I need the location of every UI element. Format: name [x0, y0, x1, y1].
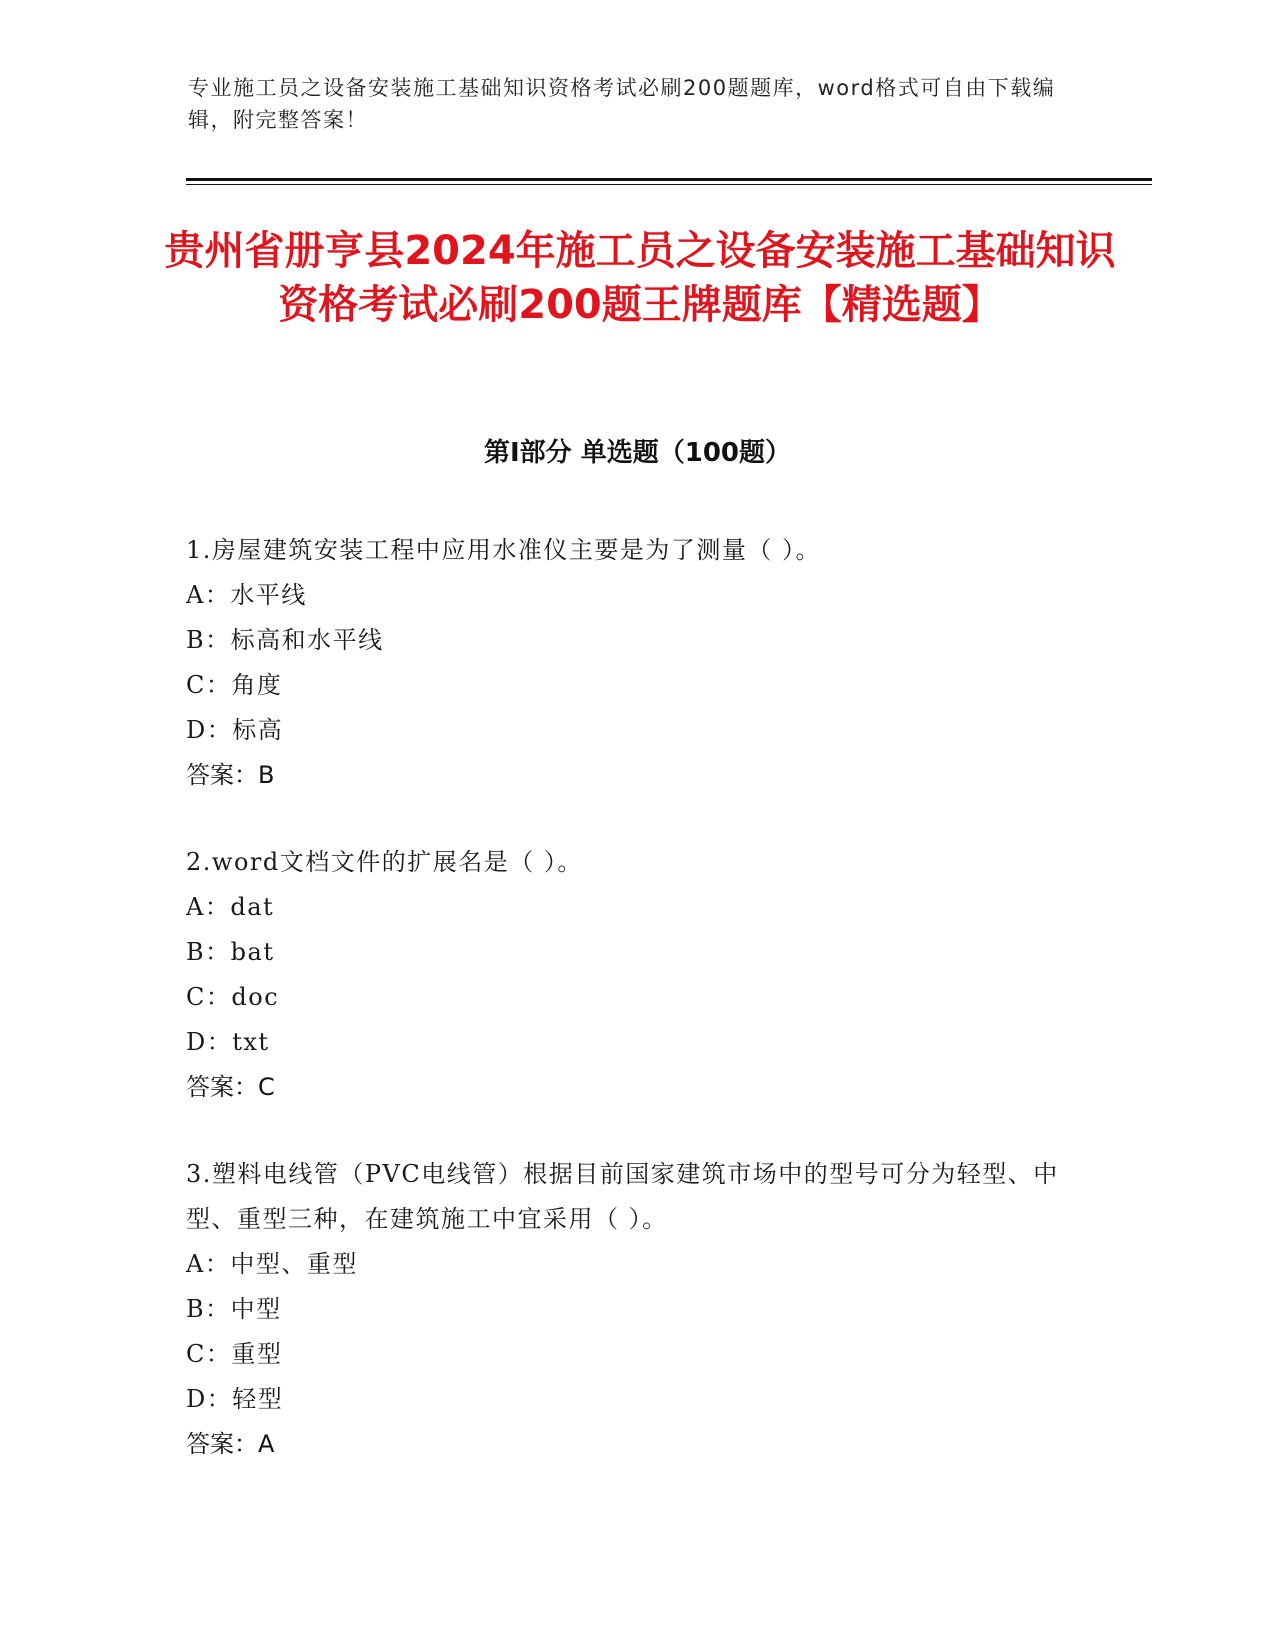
option-key: B： [186, 626, 231, 654]
option-key: D： [186, 716, 233, 744]
option-key: C： [186, 671, 232, 699]
option-a [186, 885, 1086, 930]
document-title: 贵州省册亨县2024年施工员之设备安装施工基础知识资格考试必刷200题王牌题库【精选题】 [164, 228, 1116, 328]
option-text: bat [230, 938, 275, 966]
option-key: A： [186, 1250, 231, 1278]
option-a [186, 1242, 1086, 1287]
option-d [186, 1377, 1086, 1422]
option-text: 轻型 [232, 1385, 284, 1413]
option-b [186, 618, 1086, 663]
option-key: B： [186, 938, 231, 966]
answer: 答案：C [186, 1073, 275, 1101]
option-text: 重型 [231, 1340, 283, 1368]
option-text: txt [232, 1028, 270, 1056]
question-stem: 1.房屋建筑安装工程中应用水准仪主要是为了测量（ ）。 [186, 536, 822, 564]
option-b [186, 1287, 1086, 1332]
option-key: B： [186, 1295, 231, 1323]
option-text: 角度 [231, 671, 283, 699]
option-d [186, 708, 1086, 753]
option-key: A： [186, 893, 231, 921]
option-d [186, 1020, 1086, 1065]
option-a [186, 573, 1086, 618]
question-stem: 2.word文档文件的扩展名是（ ）。 [186, 848, 583, 876]
answer: 答案：A [186, 1430, 275, 1458]
option-key: A： [186, 581, 231, 609]
question-list [186, 528, 1086, 1509]
option-text: doc [231, 983, 280, 1011]
option-key: D： [186, 1385, 233, 1413]
option-text: 标高 [232, 716, 284, 744]
option-key: D： [186, 1028, 233, 1056]
option-c [186, 663, 1086, 708]
option-text: dat [230, 893, 275, 921]
header-note: 专业施工员之设备安装施工基础知识资格考试必刷200题题库，word格式可自由下载编辑，附完整答案！ [188, 76, 1056, 132]
option-text: 水平线 [230, 581, 307, 609]
question-2 [186, 840, 1086, 1110]
question-3 [186, 1152, 1086, 1467]
option-text: 标高和水平线 [230, 626, 384, 654]
header-rule-thin [186, 184, 1152, 185]
option-c [186, 975, 1086, 1020]
option-b [186, 930, 1086, 975]
section-heading: 第I部分 单选题（100题） [484, 438, 791, 468]
option-key: C： [186, 983, 232, 1011]
header-rule-thick [186, 178, 1152, 181]
option-text: 中型、重型 [230, 1250, 358, 1278]
question-stem: 3.塑料电线管（PVC电线管）根据目前国家建筑市场中的型号可分为轻型、中型、重型三种，在建筑施工中宜采用（ ）。 [186, 1160, 1059, 1233]
question-1 [186, 528, 1086, 798]
option-text: 中型 [230, 1295, 282, 1323]
answer: 答案：B [186, 761, 275, 789]
option-c [186, 1332, 1086, 1377]
option-key: C： [186, 1340, 232, 1368]
